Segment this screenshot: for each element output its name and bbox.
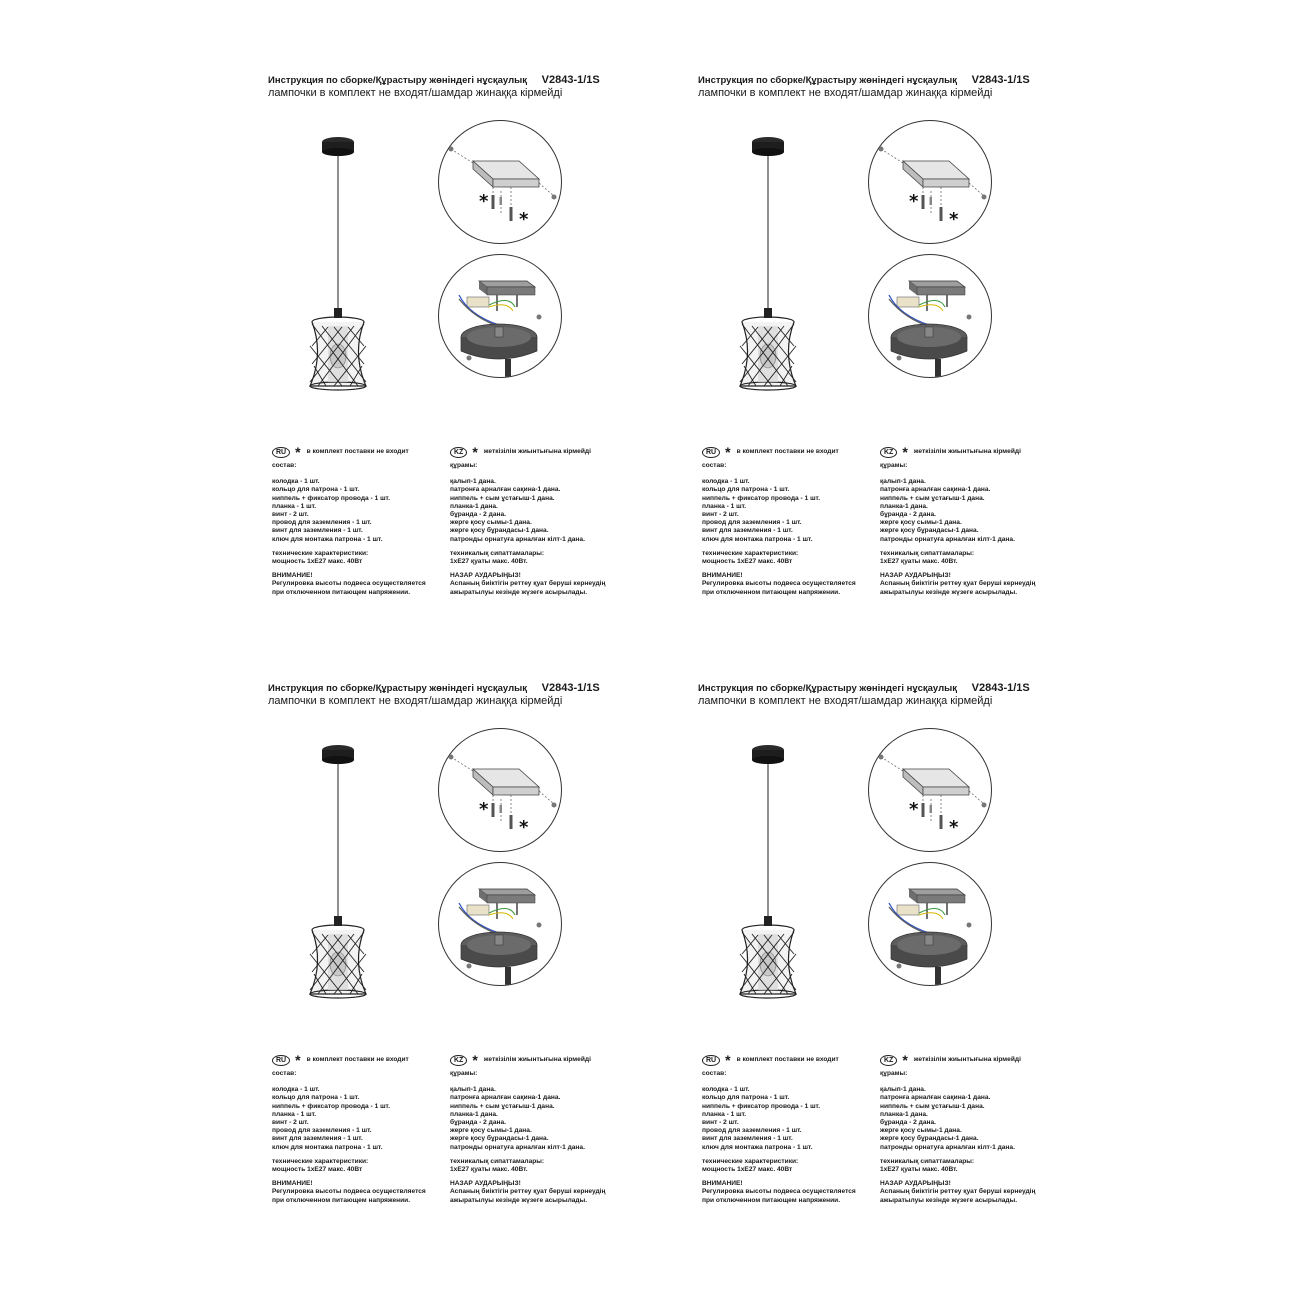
pendant-lamp-illustration bbox=[298, 132, 378, 392]
kz-heading: құрамы: bbox=[450, 462, 478, 469]
kz-specs-heading: техникалық сипаттамалары: bbox=[880, 1157, 975, 1165]
ru-warning-line: Регулировка высоты подвеса осуществляется bbox=[702, 1188, 856, 1196]
sheet-subtitle: лампочки в комплект не входят/шамдар жинаққа кірмейді bbox=[698, 695, 993, 707]
kz-heading: құрамы: bbox=[450, 1070, 478, 1077]
kz-item: бұранда - 2 дана. bbox=[880, 1119, 936, 1127]
kz-note: жеткізілім жиынтығына кірмейді bbox=[483, 447, 591, 455]
pendant-lamp-illustration bbox=[728, 740, 808, 1000]
ru-item: ключ для монтажа патрона - 1 шт. bbox=[272, 1143, 383, 1151]
kz-item: планка-1 дана. bbox=[450, 502, 498, 510]
ru-badge: RU bbox=[272, 447, 290, 458]
ru-note: в комплект поставки не входит bbox=[736, 1055, 839, 1063]
ru-item: провод для заземления - 1 шт. bbox=[702, 519, 802, 527]
star-marker-left: * bbox=[909, 191, 919, 212]
ru-warning-line: Регулировка высоты подвеса осуществляется bbox=[272, 580, 426, 588]
kz-warning-line: Аспаның биіктігін реттеу қуат беруші кернеудің bbox=[880, 1188, 1036, 1196]
kz-warning-line: ажыратылуы кезінде жүзеге асырылады. bbox=[450, 588, 588, 596]
kz-column bbox=[880, 1054, 1070, 1205]
kz-warning-line: ажыратылуы кезінде жүзеге асырылады. bbox=[880, 1196, 1018, 1204]
kz-item: планка-1 дана. bbox=[880, 502, 928, 510]
kz-warning-heading: НАЗАР АУДАРЫҢЫЗ! bbox=[880, 572, 951, 580]
kz-item: бұранда - 2 дана. bbox=[450, 511, 506, 519]
ru-badge: RU bbox=[272, 1055, 290, 1066]
kz-item: қалып-1 дана. bbox=[450, 1086, 496, 1094]
instruction-sheet-3 bbox=[268, 682, 688, 1242]
ru-item: ниппель + фиксатор провода - 1 шт. bbox=[702, 494, 821, 502]
kz-warning-heading: НАЗАР АУДАРЫҢЫЗ! bbox=[450, 1180, 521, 1188]
kz-item: патронды орнатуға арналған кілт-1 дана. bbox=[450, 535, 585, 543]
kz-note: жеткізілім жиынтығына кірмейді bbox=[913, 447, 1021, 455]
ru-item: винт - 2 шт. bbox=[702, 1119, 739, 1127]
kz-note: жеткізілім жиынтығына кірмейді bbox=[913, 1055, 1021, 1063]
ru-warning-line: при отключенном питающем напряжении. bbox=[272, 588, 411, 596]
ru-note: в комплект поставки не входит bbox=[306, 1055, 409, 1063]
ru-column bbox=[702, 1054, 877, 1205]
kz-heading: құрамы: bbox=[880, 1070, 908, 1077]
ru-item: кольцо для патрона - 1 шт. bbox=[702, 486, 790, 494]
ru-item: провод для заземления - 1 шт. bbox=[702, 1127, 802, 1135]
kz-specs-heading: техникалық сипаттамалары: bbox=[880, 549, 975, 557]
kz-badge: KZ bbox=[450, 447, 467, 458]
mounting-bracket-diagram bbox=[868, 120, 992, 244]
ru-item: колодка - 1 шт. bbox=[702, 1086, 750, 1094]
kz-warning-line: ажыратылуы кезінде жүзеге асырылады. bbox=[450, 1196, 588, 1204]
ru-item: ключ для монтажа патрона - 1 шт. bbox=[272, 535, 383, 543]
ru-warning-line: при отключенном питающем напряжении. bbox=[702, 588, 841, 596]
kz-specs: 1хЕ27 қуаты макс. 40Вт. bbox=[450, 1166, 528, 1174]
kz-badge: KZ bbox=[450, 1055, 467, 1066]
ru-item: винт для заземления - 1 шт. bbox=[702, 1135, 793, 1143]
kz-item: планка-1 дана. bbox=[450, 1110, 498, 1118]
ru-item: планка - 1 шт. bbox=[272, 502, 317, 510]
kz-item: патронды орнатуға арналған кілт-1 дана. bbox=[880, 535, 1015, 543]
kz-item: патронға арналған сақина-1 дана. bbox=[450, 486, 561, 494]
mounting-bracket-diagram bbox=[868, 728, 992, 852]
sheet-title-row bbox=[698, 682, 1118, 694]
model-number: V2843-1/1S bbox=[971, 74, 1030, 86]
kz-heading: құрамы: bbox=[880, 462, 908, 469]
kz-item: патронға арналған сақина-1 дана. bbox=[880, 486, 991, 494]
kz-items bbox=[450, 478, 640, 544]
sheet-title-row bbox=[698, 74, 1118, 86]
ru-item: винт для заземления - 1 шт. bbox=[272, 527, 363, 535]
star-marker-left: * bbox=[479, 191, 489, 212]
ru-item: винт для заземления - 1 шт. bbox=[272, 1135, 363, 1143]
ru-warning-heading: ВНИМАНИЕ! bbox=[702, 1180, 743, 1188]
kz-item: ниппель + сым ұстағыш-1 дана. bbox=[880, 494, 985, 502]
ru-item: винт - 2 шт. bbox=[272, 511, 309, 519]
kz-warning-line: ажыратылуы кезінде жүзеге асырылады. bbox=[880, 588, 1018, 596]
ru-item: ниппель + фиксатор провода - 1 шт. bbox=[272, 1102, 391, 1110]
kz-item: бұранда - 2 дана. bbox=[880, 511, 936, 519]
ru-item: винт - 2 шт. bbox=[702, 511, 739, 519]
star-marker-right: * bbox=[949, 209, 959, 230]
kz-specs: 1хЕ27 қуаты макс. 40Вт. bbox=[880, 558, 958, 566]
star-icon: * bbox=[725, 1052, 731, 1068]
star-icon: * bbox=[902, 444, 908, 460]
ru-item: винт для заземления - 1 шт. bbox=[702, 527, 793, 535]
kz-item: бұранда - 2 дана. bbox=[450, 1119, 506, 1127]
kz-item: ниппель + сым ұстағыш-1 дана. bbox=[450, 1102, 555, 1110]
ru-note: в комплект поставки не входит bbox=[306, 447, 409, 455]
kz-item: патронға арналған сақина-1 дана. bbox=[880, 1094, 991, 1102]
kz-warning-line: Аспаның биіктігін реттеу қуат беруші кернеудің bbox=[450, 1188, 606, 1196]
ru-item: провод для заземления - 1 шт. bbox=[272, 519, 372, 527]
kz-item: жерге қосу бұрандасы-1 дана. bbox=[450, 527, 549, 535]
sheet-header bbox=[268, 74, 688, 99]
ru-heading: состав: bbox=[702, 1070, 727, 1077]
kz-item: жерге қосу сымы-1 дана. bbox=[880, 519, 962, 527]
instruction-sheet-1 bbox=[268, 74, 688, 634]
pendant-lamp-illustration bbox=[728, 132, 808, 392]
kz-item: ниппель + сым ұстағыш-1 дана. bbox=[880, 1102, 985, 1110]
kz-warning-line: Аспаның биіктігін реттеу қуат беруші кернеудің bbox=[450, 580, 606, 588]
ru-heading: состав: bbox=[702, 462, 727, 469]
ru-column bbox=[272, 1054, 447, 1205]
model-number: V2843-1/1S bbox=[541, 74, 600, 86]
ru-specs-heading: технические характеристики: bbox=[702, 549, 799, 557]
ru-heading: состав: bbox=[272, 462, 297, 469]
star-icon: * bbox=[295, 1052, 301, 1068]
star-icon: * bbox=[295, 444, 301, 460]
ru-warning-line: при отключенном питающем напряжении. bbox=[702, 1196, 841, 1204]
kz-item: ниппель + сым ұстағыш-1 дана. bbox=[450, 494, 555, 502]
kz-item: жерге қосу сымы-1 дана. bbox=[450, 519, 532, 527]
ru-items bbox=[702, 478, 877, 544]
sheet-title: Инструкция по сборке/Құрастыру жөніндегі нұсқаулық bbox=[698, 75, 957, 86]
kz-warning-heading: НАЗАР АУДАРЫҢЫЗ! bbox=[450, 572, 521, 580]
kz-item: жерге қосу сымы-1 дана. bbox=[450, 1127, 532, 1135]
ru-item: ниппель + фиксатор провода - 1 шт. bbox=[272, 494, 391, 502]
ru-badge: RU bbox=[702, 447, 720, 458]
ru-items bbox=[702, 1086, 877, 1152]
kz-item: қалып-1 дана. bbox=[880, 478, 926, 486]
ru-warning-heading: ВНИМАНИЕ! bbox=[272, 1180, 313, 1188]
ru-item: колодка - 1 шт. bbox=[272, 1086, 320, 1094]
ru-item: кольцо для патрона - 1 шт. bbox=[272, 1094, 360, 1102]
ru-warning-line: при отключенном питающем напряжении. bbox=[272, 1196, 411, 1204]
ru-heading: состав: bbox=[272, 1070, 297, 1077]
ru-item: ключ для монтажа патрона - 1 шт. bbox=[702, 1143, 813, 1151]
kz-specs-heading: техникалық сипаттамалары: bbox=[450, 549, 545, 557]
ru-items bbox=[272, 478, 447, 544]
kz-item: қалып-1 дана. bbox=[450, 478, 496, 486]
kz-item: патронды орнатуға арналған кілт-1 дана. bbox=[880, 1143, 1015, 1151]
kz-column bbox=[450, 446, 640, 597]
kz-item: патронға арналған сақина-1 дана. bbox=[450, 1094, 561, 1102]
instruction-sheet-2 bbox=[698, 74, 1118, 634]
kz-warning-line: Аспаның биіктігін реттеу қуат беруші кернеудің bbox=[880, 580, 1036, 588]
kz-note: жеткізілім жиынтығына кірмейді bbox=[483, 1055, 591, 1063]
sheet-subtitle: лампочки в комплект не входят/шамдар жинаққа кірмейді bbox=[268, 87, 563, 99]
kz-badge: KZ bbox=[880, 1055, 897, 1066]
kz-specs: 1хЕ27 қуаты макс. 40Вт. bbox=[880, 1166, 958, 1174]
star-icon: * bbox=[725, 444, 731, 460]
ru-specs: мощность 1хЕ27 макс. 40Вт bbox=[272, 1166, 363, 1174]
kz-column bbox=[450, 1054, 640, 1205]
pendant-lamp-illustration bbox=[298, 740, 378, 1000]
ru-note: в комплект поставки не входит bbox=[736, 447, 839, 455]
ru-item: планка - 1 шт. bbox=[272, 1110, 317, 1118]
ru-specs-heading: технические характеристики: bbox=[702, 1157, 799, 1165]
sheet-title: Инструкция по сборке/Құрастыру жөніндегі нұсқаулық bbox=[268, 683, 527, 694]
ru-item: ниппель + фиксатор провода - 1 шт. bbox=[702, 1102, 821, 1110]
star-icon: * bbox=[472, 444, 478, 460]
kz-items bbox=[880, 1086, 1070, 1152]
ru-specs: мощность 1хЕ27 макс. 40Вт bbox=[702, 558, 793, 566]
sheet-title: Инструкция по сборке/Құрастыру жөніндегі нұсқаулық bbox=[268, 75, 527, 86]
ru-item: ключ для монтажа патрона - 1 шт. bbox=[702, 535, 813, 543]
ru-specs: мощность 1хЕ27 макс. 40Вт bbox=[702, 1166, 793, 1174]
sheet-title-row bbox=[268, 74, 688, 86]
ru-warning-line: Регулировка высоты подвеса осуществляется bbox=[272, 1188, 426, 1196]
instruction-sheet-4 bbox=[698, 682, 1118, 1242]
wiring-diagram bbox=[438, 862, 562, 986]
ru-warning-heading: ВНИМАНИЕ! bbox=[702, 572, 743, 580]
star-marker-right: * bbox=[519, 817, 529, 838]
sheet-subtitle: лампочки в комплект не входят/шамдар жинаққа кірмейді bbox=[698, 87, 993, 99]
wiring-diagram bbox=[868, 862, 992, 986]
ru-item: колодка - 1 шт. bbox=[702, 478, 750, 486]
model-number: V2843-1/1S bbox=[541, 682, 600, 694]
kz-item: патронды орнатуға арналған кілт-1 дана. bbox=[450, 1143, 585, 1151]
ru-specs: мощность 1хЕ27 макс. 40Вт bbox=[272, 558, 363, 566]
ru-specs-heading: технические характеристики: bbox=[272, 1157, 369, 1165]
mounting-bracket-diagram bbox=[438, 120, 562, 244]
kz-specs-heading: техникалық сипаттамалары: bbox=[450, 1157, 545, 1165]
wiring-diagram bbox=[868, 254, 992, 378]
sheet-title-row bbox=[268, 682, 688, 694]
kz-specs: 1хЕ27 қуаты макс. 40Вт. bbox=[450, 558, 528, 566]
star-marker-left: * bbox=[909, 799, 919, 820]
ru-badge: RU bbox=[702, 1055, 720, 1066]
kz-item: планка-1 дана. bbox=[880, 1110, 928, 1118]
kz-items bbox=[880, 478, 1070, 544]
ru-items bbox=[272, 1086, 447, 1152]
mounting-bracket-diagram bbox=[438, 728, 562, 852]
kz-warning-heading: НАЗАР АУДАРЫҢЫЗ! bbox=[880, 1180, 951, 1188]
ru-item: колодка - 1 шт. bbox=[272, 478, 320, 486]
kz-items bbox=[450, 1086, 640, 1152]
wiring-diagram bbox=[438, 254, 562, 378]
ru-item: планка - 1 шт. bbox=[702, 1110, 747, 1118]
kz-badge: KZ bbox=[880, 447, 897, 458]
sheet-title: Инструкция по сборке/Құрастыру жөніндегі нұсқаулық bbox=[698, 683, 957, 694]
sheet-subtitle: лампочки в комплект не входят/шамдар жинаққа кірмейді bbox=[268, 695, 563, 707]
ru-warning-heading: ВНИМАНИЕ! bbox=[272, 572, 313, 580]
ru-column bbox=[272, 446, 447, 597]
sheet-header bbox=[698, 682, 1118, 707]
kz-item: жерге қосу бұрандасы-1 дана. bbox=[880, 527, 979, 535]
ru-item: планка - 1 шт. bbox=[702, 502, 747, 510]
sheet-header bbox=[698, 74, 1118, 99]
ru-specs-heading: технические характеристики: bbox=[272, 549, 369, 557]
star-icon: * bbox=[472, 1052, 478, 1068]
kz-item: жерге қосу бұрандасы-1 дана. bbox=[450, 1135, 549, 1143]
ru-warning-line: Регулировка высоты подвеса осуществляется bbox=[702, 580, 856, 588]
ru-item: кольцо для патрона - 1 шт. bbox=[272, 486, 360, 494]
ru-column bbox=[702, 446, 877, 597]
ru-item: провод для заземления - 1 шт. bbox=[272, 1127, 372, 1135]
star-marker-left: * bbox=[479, 799, 489, 820]
model-number: V2843-1/1S bbox=[971, 682, 1030, 694]
sheet-header bbox=[268, 682, 688, 707]
star-marker-right: * bbox=[949, 817, 959, 838]
kz-column bbox=[880, 446, 1070, 597]
star-icon: * bbox=[902, 1052, 908, 1068]
star-marker-right: * bbox=[519, 209, 529, 230]
ru-item: винт - 2 шт. bbox=[272, 1119, 309, 1127]
kz-item: жерге қосу сымы-1 дана. bbox=[880, 1127, 962, 1135]
ru-item: кольцо для патрона - 1 шт. bbox=[702, 1094, 790, 1102]
kz-item: жерге қосу бұрандасы-1 дана. bbox=[880, 1135, 979, 1143]
kz-item: қалып-1 дана. bbox=[880, 1086, 926, 1094]
